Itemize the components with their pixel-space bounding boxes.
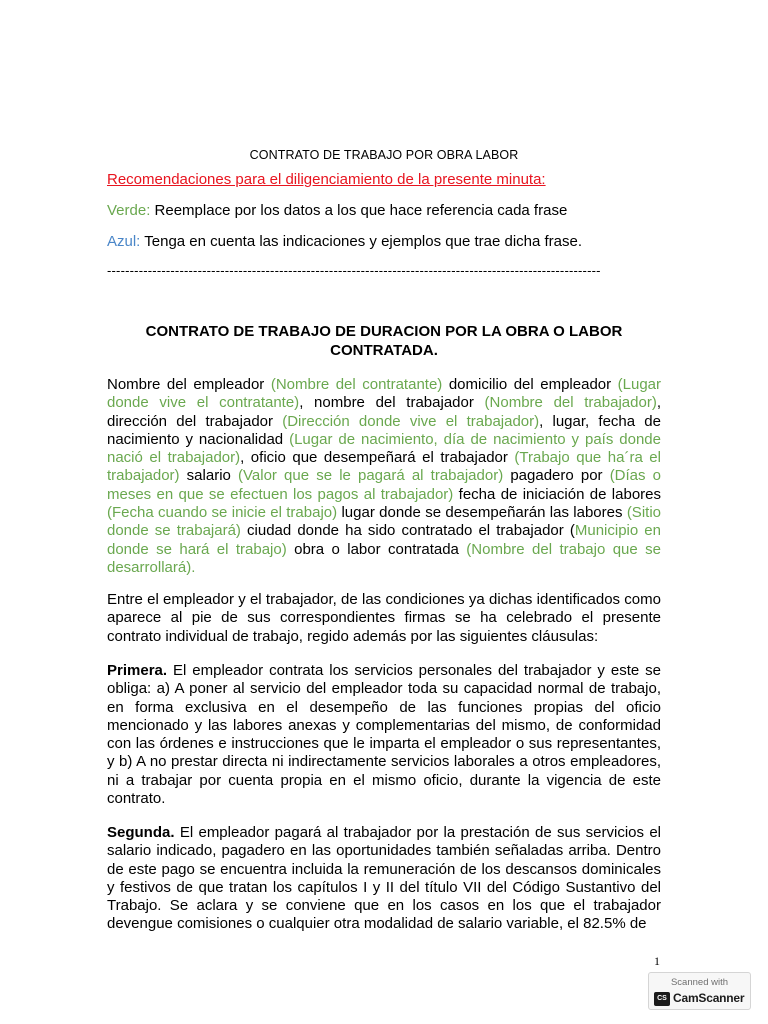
recommendations-text: Recomendaciones para el diligenciamiento de la presente minuta: xyxy=(107,171,546,188)
field-placeholder-10: (Sitio donde se trabajará) xyxy=(107,504,661,540)
intro-paragraph: Entre el empleador y el trabajador, de las condiciones ya dichas identificados como aparece al pie de sus correspondientes firmas se ha celebrado el presente contrato individual de trabajo, regido además por las siguientes cláusulas: xyxy=(107,591,661,645)
clause-first-paragraph xyxy=(107,662,661,808)
camscanner-logo-text: CamScanner xyxy=(673,991,745,1005)
contract-heading-line2: CONTRATADA. xyxy=(330,342,438,359)
field-text-6: , oficio que desempeñará el trabajador xyxy=(240,449,515,467)
field-text-9: fecha de iniciación de labores xyxy=(453,485,661,503)
clause-second-text: El empleador pagará al trabajador por la prestación de sus servicios el salario indicado, pagadero en las oportunidades también señaladas arriba. Dentro de este pago se encuentra incluida la remuneración de los descansos dominicales y festivos de que tratan los capítulos I y II del título VII del Código Sustantivo del Trabajo. Se aclara y se conviene que en los casos en los que el trabajador devengue comisiones o cualquier otra modalidad de salario variable, el 82.5% de xyxy=(107,824,661,933)
clause-first-text: El empleador contrata los servicios personales del trabajador y este se obliga: a) A poner al servicio del empleador toda su capacidad normal de trabajo, en forma exclusiva en el desempeño de las funciones propias del oficio mencionado y las labores anexas y complementarias del mismo, de conformidad con las órdenes e instrucciones que le imparta el empleador o sus representantes, y b) A no prestar directa ni indirectamente servicios laborales a otros empleadores, ni a trabajar por cuenta propia en el mismo oficio, durante la vigencia de este contrato. xyxy=(107,662,661,808)
separator-line: ------------------------------------------------------------------------------------------------------------- xyxy=(107,263,601,278)
field-placeholder-5: (Lugar de nacimiento, día de nacimiento y país donde nació el trabajador) xyxy=(107,430,661,467)
camscanner-logo-icon: CS xyxy=(654,992,670,1006)
field-text-8: pagadero por xyxy=(503,467,610,485)
contract-heading xyxy=(100,322,668,360)
field-text-4: , dirección del trabajador xyxy=(107,394,661,430)
document-title: CONTRATO DE TRABAJO POR OBRA LABOR xyxy=(249,148,519,162)
contract-heading-line1: CONTRATO DE TRABAJO DE DURACION POR LA OBRA O LABOR xyxy=(145,323,623,340)
field-placeholder-12: (Nombre del trabajo que se desarrollará). xyxy=(107,540,661,576)
field-text-10: lugar donde se desempeñarán las labores xyxy=(337,504,627,522)
legend-blue-label: Azul: xyxy=(107,233,141,250)
page-number: 1 xyxy=(654,954,660,968)
field-placeholder-1: (Nombre del contratante) xyxy=(270,376,443,393)
clause-first-title: Primera. xyxy=(107,662,168,679)
camscanner-watermark xyxy=(648,972,751,1010)
field-placeholder-6: (Trabajo que ha´ra el trabajador) xyxy=(107,449,661,485)
legend-blue xyxy=(107,233,582,250)
field-text-3: , nombre del trabajador xyxy=(299,394,485,412)
watermark-scanned-text: Scanned with xyxy=(670,977,729,988)
field-placeholder-3: (Nombre del trabajador) xyxy=(484,394,657,412)
field-text-5: , lugar, fecha de nacimiento y nacionalidad xyxy=(107,412,661,448)
clause-second-paragraph xyxy=(107,824,661,934)
field-text-7: salario xyxy=(179,467,239,485)
field-text-11: ciudad donde ha sido contratado el trabajador ( xyxy=(240,522,575,540)
field-text-2: domicilio del empleador xyxy=(442,376,618,393)
field-placeholder-7: (Valor que se le pagará al trabajador) xyxy=(238,467,504,485)
field-placeholder-4: (Dirección donde vive el trabajador) xyxy=(282,412,540,430)
legend-blue-text: Tenga en cuenta las indicaciones y ejemplos que trae dicha frase. xyxy=(140,233,583,250)
field-placeholder-11: Municipio en donde se hará el trabajo) xyxy=(107,522,661,558)
field-text-12: obra o labor contratada xyxy=(286,540,467,558)
field-placeholder-8: (Días o meses en que se efectuen los pagos al trabajador) xyxy=(107,467,662,503)
legend-green xyxy=(107,202,567,219)
recommendations-heading xyxy=(107,171,546,188)
legend-green-text: Reemplace por los datos a los que hace referencia cada frase xyxy=(150,202,568,219)
clause-second-title: Segunda. xyxy=(107,824,175,841)
legend-green-label: Verde: xyxy=(107,202,151,219)
field-placeholder-9: (Fecha cuando se inicie el trabajo) xyxy=(107,504,338,522)
field-text-1: Nombre del empleador xyxy=(107,376,271,393)
contract-fields-paragraph xyxy=(107,376,661,577)
field-placeholder-2: (Lugar donde vive el contratante) xyxy=(107,376,662,412)
